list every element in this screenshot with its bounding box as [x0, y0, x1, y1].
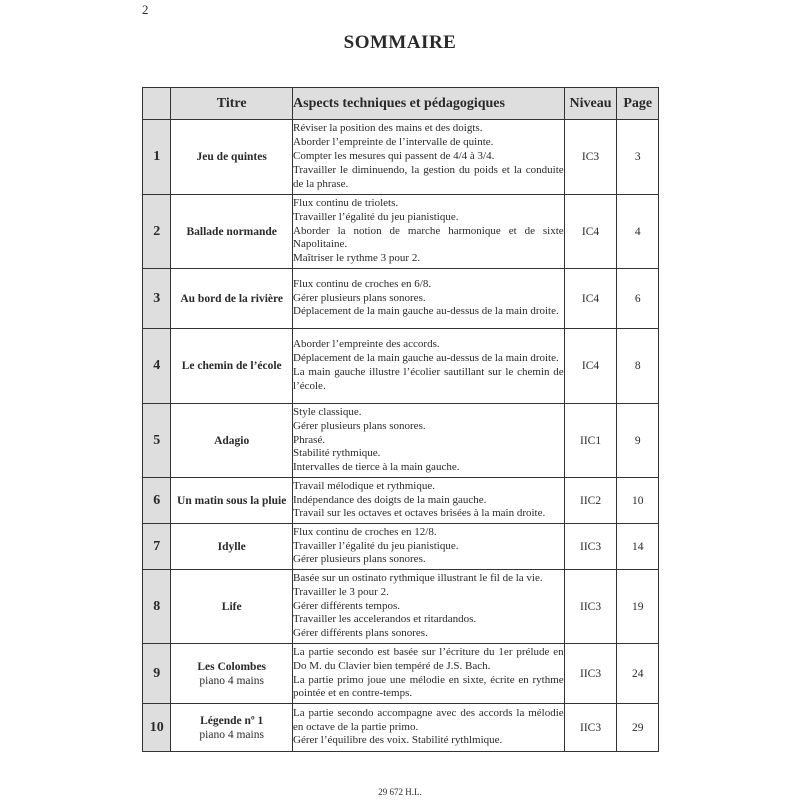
aspect-line: Flux continu de croches en 6/8. — [293, 277, 432, 290]
aspect-line: Indépendance des doigts de la main gauche. — [293, 493, 487, 506]
aspect-line: Style classique. — [293, 405, 362, 418]
aspect-line: La partie secondo accompagne avec des accords la mélodie en octave de la partie primo. — [293, 706, 564, 733]
piece-title-cell — [171, 524, 293, 570]
piece-title: Légende nº 1 — [200, 714, 264, 727]
piece-title: Ballade normande — [186, 225, 277, 238]
page-cell: 24 — [617, 644, 659, 704]
level-cell: IIC3 — [564, 524, 617, 570]
contents-table — [142, 87, 659, 752]
piece-title-cell — [171, 644, 293, 704]
aspects-cell — [293, 644, 565, 704]
row-number: 5 — [143, 404, 171, 478]
piece-title-cell — [171, 704, 293, 752]
page-cell: 19 — [617, 570, 659, 644]
row-number: 1 — [143, 120, 171, 195]
piece-title: Au bord de la rivière — [180, 292, 284, 305]
table-row — [143, 478, 659, 524]
piece-subtitle: piano 4 mains — [199, 728, 264, 741]
piece-title-cell — [171, 570, 293, 644]
aspect-line: Travailler l’égalité du jeu pianistique. — [293, 539, 459, 552]
aspect-line: Déplacement de la main gauche au-dessus de la main droite. — [293, 352, 559, 365]
aspect-line: Gérer plusieurs plans sonores. — [293, 419, 426, 432]
table-row — [143, 570, 659, 644]
table-row — [143, 195, 659, 269]
row-number: 2 — [143, 195, 171, 269]
row-number: 6 — [143, 478, 171, 524]
aspect-line: Aborder la notion de marche harmonique et de sixte Napolitaine. — [293, 224, 564, 251]
aspect-line: Gérer différents plans sonores. — [293, 627, 428, 640]
piece-title-cell — [171, 195, 293, 269]
aspect-line: Travailler le diminuendo, la gestion du poids et la conduite de la phrase. — [293, 163, 564, 190]
table-row — [143, 120, 659, 195]
piece-title: Les Colombes — [197, 660, 267, 673]
piece-title-cell — [171, 120, 293, 195]
aspects-cell — [293, 404, 565, 478]
aspect-line: Travail mélodique et rythmique. — [293, 479, 435, 492]
aspect-line: Stabilité rythmique. — [293, 447, 381, 460]
row-number: 9 — [143, 644, 171, 704]
aspect-line: Aborder l’empreinte de l’intervalle de quinte. — [293, 136, 494, 149]
footer-reference: 29 672 H.L. — [378, 787, 422, 797]
piece-title-cell — [171, 478, 293, 524]
aspect-line: Basée sur un ostinato rythmique illustrant le fil de la vie. — [293, 571, 543, 584]
row-number: 3 — [143, 269, 171, 329]
page-cell: 3 — [617, 120, 659, 195]
piece-title-cell — [171, 404, 293, 478]
aspect-line: Phrasé. — [293, 433, 326, 446]
level-cell: IC3 — [564, 120, 617, 195]
aspects-cell — [293, 570, 565, 644]
level-cell: IC4 — [564, 269, 617, 329]
table-row — [143, 269, 659, 329]
piece-title: Jeu de quintes — [196, 151, 267, 163]
table-row — [143, 644, 659, 704]
aspects-cell — [293, 329, 565, 404]
aspect-line: La partie secondo est basée sur l’écriture du 1er prélude en Do M. du Clavier bien tempéré de J.S. Bach. — [293, 645, 564, 672]
page-number: 2 — [142, 2, 149, 17]
page-cell: 4 — [617, 195, 659, 269]
page-cell: 10 — [617, 478, 659, 524]
aspect-line: Flux continu de croches en 12/8. — [293, 525, 437, 538]
aspect-line: Gérer plusieurs plans sonores. — [293, 291, 426, 304]
page-cell: 29 — [617, 704, 659, 752]
piece-title: Le chemin de l’école — [181, 360, 282, 372]
piece-title-cell — [171, 329, 293, 404]
aspects-cell — [293, 269, 565, 329]
aspect-line: Maîtriser le rythme 3 pour 2. — [293, 252, 421, 265]
table-body — [143, 120, 659, 752]
piece-title-cell — [171, 269, 293, 329]
aspects-cell — [293, 478, 565, 524]
page-title: SOMMAIRE — [343, 32, 457, 53]
level-cell: IC4 — [564, 329, 617, 404]
aspects-cell — [293, 195, 565, 269]
header-aspects: Aspects techniques et pédagogiques — [293, 88, 565, 120]
table-row — [143, 329, 659, 404]
row-number: 10 — [143, 704, 171, 752]
table-row — [143, 524, 659, 570]
header-title: Titre — [171, 88, 293, 120]
aspect-line: Travailler l’égalité du jeu pianistique. — [293, 210, 459, 223]
aspect-line: Intervalles de tierce à la main gauche. — [293, 461, 460, 474]
row-number: 7 — [143, 524, 171, 570]
piece-title: Adagio — [214, 434, 250, 447]
aspect-line: Déplacement de la main gauche au-dessus de la main droite. — [293, 305, 559, 318]
level-cell: IC4 — [564, 195, 617, 269]
level-cell: IIC2 — [564, 478, 617, 524]
aspect-line: La main gauche illustre l’écolier sautillant sur le chemin de l’école. — [293, 366, 564, 392]
piece-title: Un matin sous la pluie — [177, 494, 287, 507]
aspect-line: Réviser la position des mains et des doigts. — [293, 122, 483, 135]
aspect-line: Flux continu de triolets. — [293, 196, 399, 209]
page-cell: 6 — [617, 269, 659, 329]
header-level: Niveau — [564, 88, 617, 120]
table-row — [143, 704, 659, 752]
row-number: 8 — [143, 570, 171, 644]
row-number: 4 — [143, 329, 171, 404]
aspects-cell — [293, 704, 565, 752]
aspect-line: Travailler les accelerandos et ritardandos. — [293, 613, 477, 626]
piece-title: Idylle — [217, 540, 246, 553]
level-cell: IIC3 — [564, 644, 617, 704]
aspect-line: Gérer l’équilibre des voix. Stabilité rythlmique. — [293, 734, 503, 747]
page-cell: 14 — [617, 524, 659, 570]
page-cell: 9 — [617, 404, 659, 478]
aspect-line: Gérer différents tempos. — [293, 599, 401, 612]
level-cell: IIC3 — [564, 704, 617, 752]
piece-title: Life — [221, 600, 242, 613]
aspect-line: Travailler le 3 pour 2. — [293, 585, 389, 598]
aspect-line: La partie primo joue une mélodie en sixte, écrite en rythme pointée et en contre-temps. — [293, 673, 564, 700]
aspect-line: Gérer plusieurs plans sonores. — [293, 553, 426, 566]
table-header-row — [143, 88, 659, 120]
header-page: Page — [617, 88, 659, 120]
piece-subtitle: piano 4 mains — [199, 674, 264, 687]
level-cell: IIC1 — [564, 404, 617, 478]
aspects-cell — [293, 524, 565, 570]
level-cell: IIC3 — [564, 570, 617, 644]
aspect-line: Travail sur les octaves et octaves brisées à la main droite. — [293, 507, 546, 520]
aspect-line: Aborder l’empreinte des accords. — [293, 338, 440, 351]
header-number — [143, 88, 171, 120]
table-row — [143, 404, 659, 478]
page-cell: 8 — [617, 329, 659, 404]
aspect-line: Compter les mesures qui passent de 4/4 à 3/4. — [293, 150, 495, 163]
aspects-cell — [293, 120, 565, 195]
